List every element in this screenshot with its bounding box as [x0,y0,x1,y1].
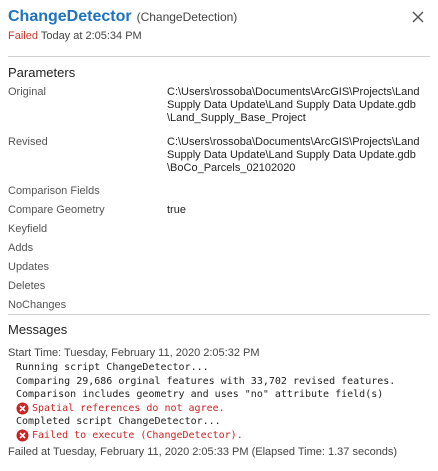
error-icon [16,402,29,415]
param-row [8,280,432,293]
message-line [8,388,436,402]
title-row [8,8,430,26]
param-label: Original [8,86,46,98]
parameters-list [8,86,432,318]
param-row [8,299,432,312]
param-label: Compare Geometry [8,204,105,216]
param-label: Deletes [8,280,46,292]
message-line [8,375,436,389]
message-text: Comparison includes geometry and uses "no" attribute field(s) [16,389,384,400]
messages-panel [8,345,436,460]
message-text: Failed to execute (ChangeDetector). [32,429,243,441]
param-row [8,136,432,175]
message-line [8,415,436,429]
param-label: Comparison Fields [8,185,100,197]
param-value-line: C:\Users\rossoba\Documents\ArcGIS\Projects\Land [167,86,420,98]
tool-name[interactable]: ChangeDetector [8,8,132,25]
param-value-line [167,280,432,293]
param-value[interactable] [167,86,432,125]
param-label: NoChanges [8,299,67,311]
message-text: Spatial references do not agree. [32,402,225,414]
status-time: Today at 2:05:34 PM [40,30,142,42]
param-row [8,223,432,236]
param-row [8,185,432,198]
param-value-line: Supply Data Update\Land Supply Data Update.gdb [167,149,416,161]
message-lines [8,361,436,442]
param-value-line [167,185,432,198]
parameters-title: Parameters [8,65,76,80]
message-text: Comparing 29,686 orginal features with 33,702 revised features. [16,375,396,387]
param-value-line [167,299,432,312]
close-icon [410,9,426,25]
messages-title: Messages [8,322,68,337]
param-value[interactable] [167,136,432,175]
param-value[interactable] [167,223,432,236]
param-value[interactable] [167,261,432,274]
status-row [8,30,430,42]
param-label: Adds [8,242,34,254]
param-value-line [167,242,432,255]
start-time: Start Time: Tuesday, February 11, 2020 2:05:32 PM [8,347,260,359]
messages-divider [8,314,430,315]
message-line [8,361,436,375]
param-row [8,261,432,274]
param-value[interactable] [167,204,432,217]
param-value-line: \Land_Supply_Base_Project [167,112,306,124]
param-row [8,86,432,125]
tool-header [8,8,430,48]
param-value-line: true [167,204,186,216]
param-value[interactable] [167,242,432,255]
param-label: Keyfield [8,223,48,235]
message-text: Running script ChangeDetector... [16,362,209,373]
status-failed: Failed [8,30,38,42]
param-value-line: Supply Data Update\Land Supply Data Update.gdb [167,99,416,111]
param-value[interactable] [167,299,432,312]
error-message [8,402,436,416]
param-value-line [167,261,432,274]
end-time: Failed at Tuesday, February 11, 2020 2:05:33 PM (Elapsed Time: 1.37 seconds) [8,446,398,458]
header-divider [8,56,430,57]
param-label: Updates [8,261,49,273]
param-row [8,204,432,217]
param-value[interactable] [167,185,432,198]
message-text: Completed script ChangeDetector... [16,416,221,427]
param-value-line: C:\Users\rossoba\Documents\ArcGIS\Projects\Land [167,136,420,148]
error-message [8,429,436,443]
error-icon [16,429,29,442]
tool-subtitle: (ChangeDetection) [136,10,238,24]
param-row [8,242,432,255]
param-value-line: \BoCo_Parcels_02102020 [167,162,296,174]
param-value[interactable] [167,280,432,293]
close-button[interactable] [410,9,426,25]
param-label: Revised [8,136,48,148]
param-value-line [167,223,432,236]
